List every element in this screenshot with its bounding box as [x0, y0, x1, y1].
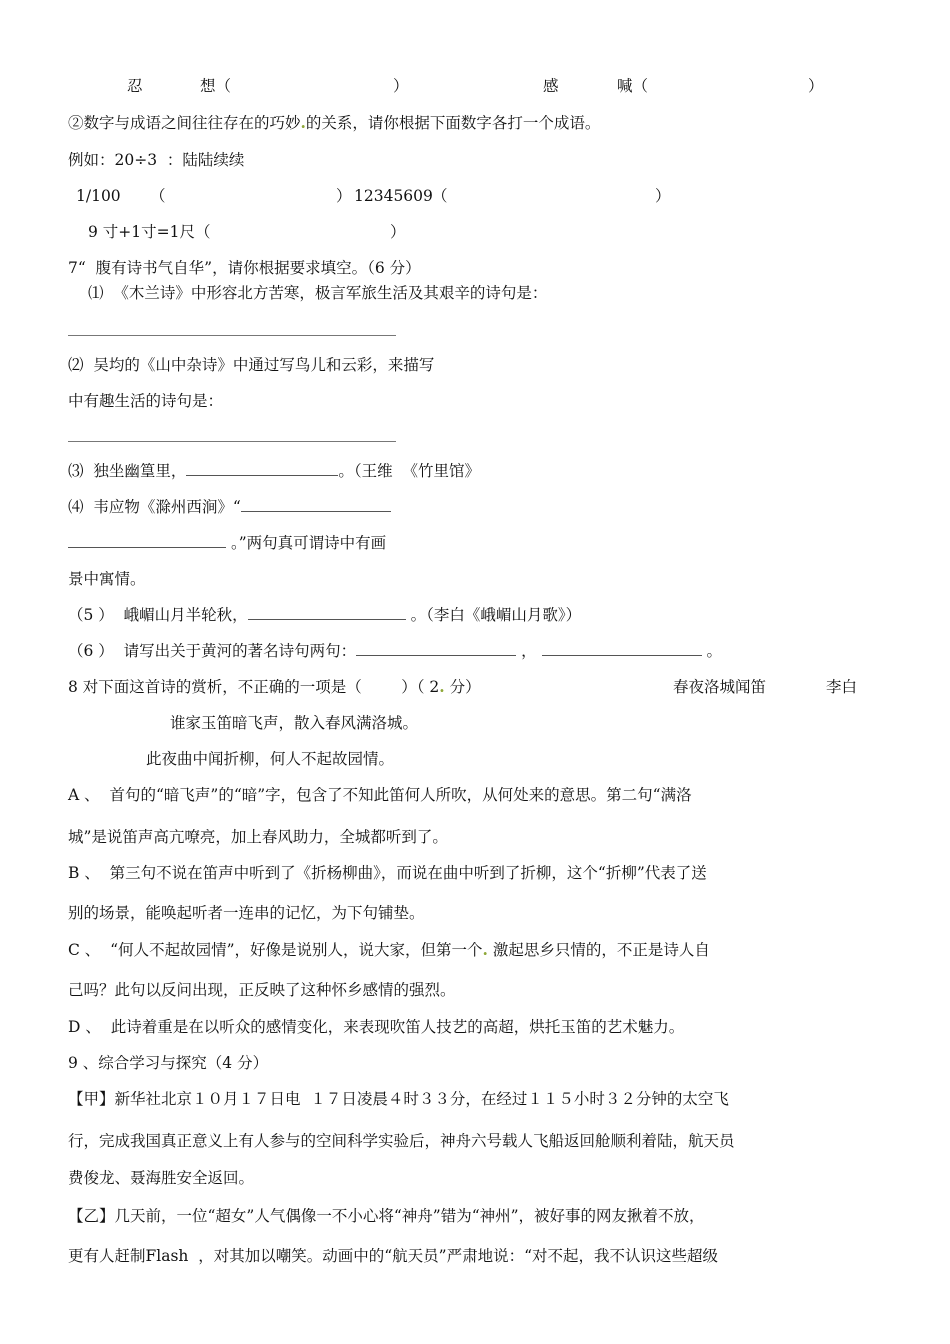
- q8-option-d: D 、 此诗着重是在以听众的感情变化，来表现吹笛人技艺的高超，烘托玉笛的艺术魅力。: [68, 1018, 685, 1036]
- q7-answer-line-1[interactable]: [68, 335, 396, 336]
- q6-line1-close2: ）: [808, 77, 824, 95]
- q6-item3-label: 9 寸+1寸=1尺（: [88, 223, 211, 241]
- q7-sub5: （5 ） 峨嵋山月半轮秋， 。（李白《峨嵋山月歌》）: [68, 606, 582, 624]
- q9-yi-line1: 【乙】几天前，一位“超女”人气偶像一不小心将“神舟”错为“神州”，被好事的网友揪着不放，: [68, 1207, 705, 1225]
- q8-option-a-line2: 城”是说笛声高亢嘹亮，加上春风助力，全城都听到了。: [68, 828, 448, 846]
- q6-item1-label: 1/100: [76, 187, 121, 205]
- q7-sub6-blank2[interactable]: [542, 641, 702, 656]
- q9-jia-line1: 【甲】新华社北京１０月１７日电 １７日凌晨４时３３分，在经过１１５小时３２分钟的太空飞: [68, 1090, 729, 1108]
- q6-item2-label: 12345609: [354, 187, 433, 205]
- q8-option-b-line1: B 、 第三句不说在笛声中听到了《折杨柳曲》，而说在曲中听到了折柳，这个“折柳”代表了送: [68, 864, 707, 882]
- q8-poem-line2: 此夜曲中闻折柳，何人不起故园情。: [146, 750, 395, 768]
- q8-option-c-line1: C 、 “何人不起故园情”，好像是说别人，说大家，但第一个. 激起思乡只情的，不正是诗人自: [68, 940, 710, 959]
- dot-mark: .: [439, 677, 445, 696]
- q7-sub1: ⑴ 《木兰诗》中形容北方苦寒，极言军旅生活及其艰辛的诗句是：: [88, 284, 548, 302]
- q8-poem-title: 春夜洛城闻笛: [673, 678, 767, 696]
- q7-sub6-blank1[interactable]: [356, 641, 516, 656]
- q7-sub4-line2: 。”两句真可谓诗中有画: [68, 533, 386, 553]
- q7-sub5-blank[interactable]: [248, 605, 406, 620]
- q8-option-a-line1: A 、 首句的“暗飞声”的“暗”字，包含了不知此笛何人所吹，从何处来的意思。第二句“满洛: [68, 786, 692, 804]
- q9-yi-line2: 更有人赶制Flash ，对其加以嘲笑。动画中的“航天员”严肃地说：“对不起，我不认识这些超级: [68, 1247, 719, 1265]
- q6-line1-xiang: 想（: [200, 77, 232, 95]
- dot-mark: .: [300, 113, 306, 132]
- q8-title: 8 对下面这首诗的赏析，不正确的一项是（ ）（ 2. 分）: [68, 677, 481, 696]
- q7-sub4-line1: ⑷ 韦应物《滁州西涧》“: [68, 497, 391, 517]
- q7-sub3-blank[interactable]: [186, 461, 338, 476]
- q6-line1-han: 喊（: [617, 77, 649, 95]
- q8-option-b-line2: 别的场景，能唤起听者一连串的记忆，为下句铺垫。: [68, 904, 425, 922]
- q9-jia-line3: 费俊龙、聂海胜安全返回。: [68, 1169, 255, 1187]
- q6-item3-close: ）: [390, 223, 406, 241]
- q8-option-c-line2: 己吗？此句以反问出现，正反映了这种怀乡感情的强烈。: [68, 981, 456, 999]
- q7-title: 7“ 腹有诗书气自华”，请你根据要求填空。（6 分）: [68, 259, 421, 277]
- q6-line1-char-ren: 忍: [127, 77, 143, 95]
- q7-sub2-line1: ⑵ 吴均的《山中杂诗》中通过写鸟儿和云彩，来描写: [68, 356, 435, 374]
- q6-line1-char-gan: 感: [543, 77, 559, 95]
- q7-sub6: （6 ） 请写出关于黄河的著名诗句两句： ， 。: [68, 642, 722, 660]
- q7-sub3: ⑶ 独坐幽篁里， 。（王维 《竹里馆》: [68, 462, 480, 480]
- q6-item2-open: （: [432, 187, 448, 205]
- dot-mark: .: [482, 940, 488, 959]
- q6-item1-open: （: [150, 187, 166, 205]
- q6-line1-close1: ）: [393, 77, 409, 95]
- q6-item1-close: ）: [336, 187, 352, 205]
- q9-title: 9 、综合学习与探究（4 分）: [68, 1054, 269, 1072]
- q8-poem-author: 李白: [826, 678, 858, 696]
- q8-poem-line1: 谁家玉笛暗飞声，散入春风满洛城。: [170, 714, 419, 732]
- q7-sub4-blank1[interactable]: [241, 497, 391, 512]
- q9-jia-line2: 行，完成我国真正意义上有人参与的空间科学实验后，神舟六号载人飞船返回舱顺利着陆，航天员: [68, 1132, 735, 1150]
- q6-instruction: ②数字与成语之间往往存在的巧妙.的关系，请你根据下面数字各打一个成语。: [68, 113, 601, 132]
- q7-answer-line-2[interactable]: [68, 441, 396, 442]
- q6-item2-close: ）: [655, 187, 671, 205]
- q7-sub2-line2: 中有趣生活的诗句是：: [68, 392, 224, 410]
- q7-sub4-blank2[interactable]: [68, 533, 226, 548]
- q6-example: 例如：20÷3 ：陆陆续续: [68, 151, 245, 169]
- q7-sub4-line3: 景中寓情。: [68, 570, 146, 588]
